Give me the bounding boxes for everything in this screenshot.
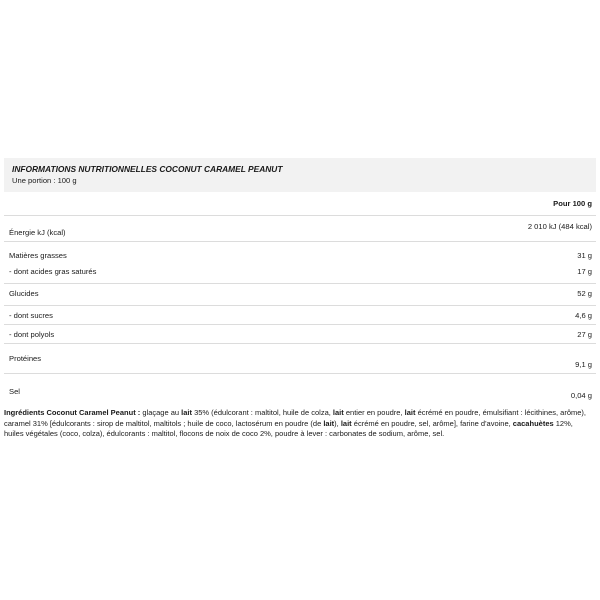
portion-size: Une portion : 100 g (12, 176, 77, 185)
row-value: 0,04 g (570, 391, 592, 400)
nutrition-header (4, 158, 596, 192)
row-saturated-fat (4, 260, 596, 284)
row-label: - dont acides gras saturés (9, 267, 97, 276)
row-label: Sel (9, 387, 20, 396)
row-salt (4, 374, 596, 403)
nutrition-panel (4, 158, 596, 403)
row-value: 27 g (577, 329, 592, 339)
row-label: Énergie kJ (kcal) (9, 228, 66, 237)
row-label: Glucides (9, 289, 39, 298)
row-value: 17 g (577, 267, 592, 276)
ingredients-text (4, 408, 594, 440)
row-label: Protéines (9, 354, 42, 363)
allergen-term: lait (332, 408, 344, 417)
row-protein (4, 344, 596, 374)
row-sugars (4, 306, 596, 325)
ingredients-part: 12%, huiles végétales (coco, colza), édulcorants : maltitol, flocons de noix de coco 2%, poudre à lever : carbonates de sodium, arôme, sel. (4, 418, 573, 438)
column-header (4, 192, 596, 216)
ingredients-part: ), (334, 418, 341, 428)
ingredients-part: écrémé en poudre, émulsifiant : lécithines, arôme), caramel 31% [édulcorants : sirop de maltitol, maltitols ; huile de coco, lactosérum en poudre (de (4, 408, 586, 428)
row-value: 2 010 kJ (484 kcal) (527, 222, 592, 231)
nutrition-title: INFORMATIONS NUTRITIONNELLES COCONUT CARAMEL PEANUT (12, 164, 283, 174)
column-header-label: Pour 100 g (553, 199, 592, 208)
allergen-term: lait (181, 408, 192, 417)
row-value: 52 g (577, 289, 592, 298)
ingredients-part: entier en poudre, (343, 408, 405, 417)
row-value: 4,6 g (575, 310, 592, 320)
row-label: - dont sucres (9, 310, 53, 320)
allergen-term: lait (404, 408, 416, 417)
row-value: 9,1 g (575, 360, 592, 369)
allergen-term: lait (323, 418, 335, 428)
ingredients-part: 35% (édulcorant : maltitol, huile de colza, (192, 408, 333, 417)
ingredients-part: glaçage au (140, 408, 182, 417)
row-value: 31 g (577, 251, 592, 260)
row-energy (4, 216, 596, 242)
row-fat (4, 242, 596, 260)
row-carbohydrates (4, 284, 596, 306)
allergen-term: lait (340, 418, 352, 428)
ingredients-label: Ingrédients Coconut Caramel Peanut : (4, 408, 141, 417)
row-label: Matières grasses (9, 251, 67, 260)
ingredients-part: écrémé en poudre, sel, arôme], farine d'avoine, (351, 418, 513, 428)
row-label: - dont polyols (9, 329, 55, 339)
row-polyols (4, 325, 596, 344)
allergen-term: cacahuètes (512, 418, 554, 428)
